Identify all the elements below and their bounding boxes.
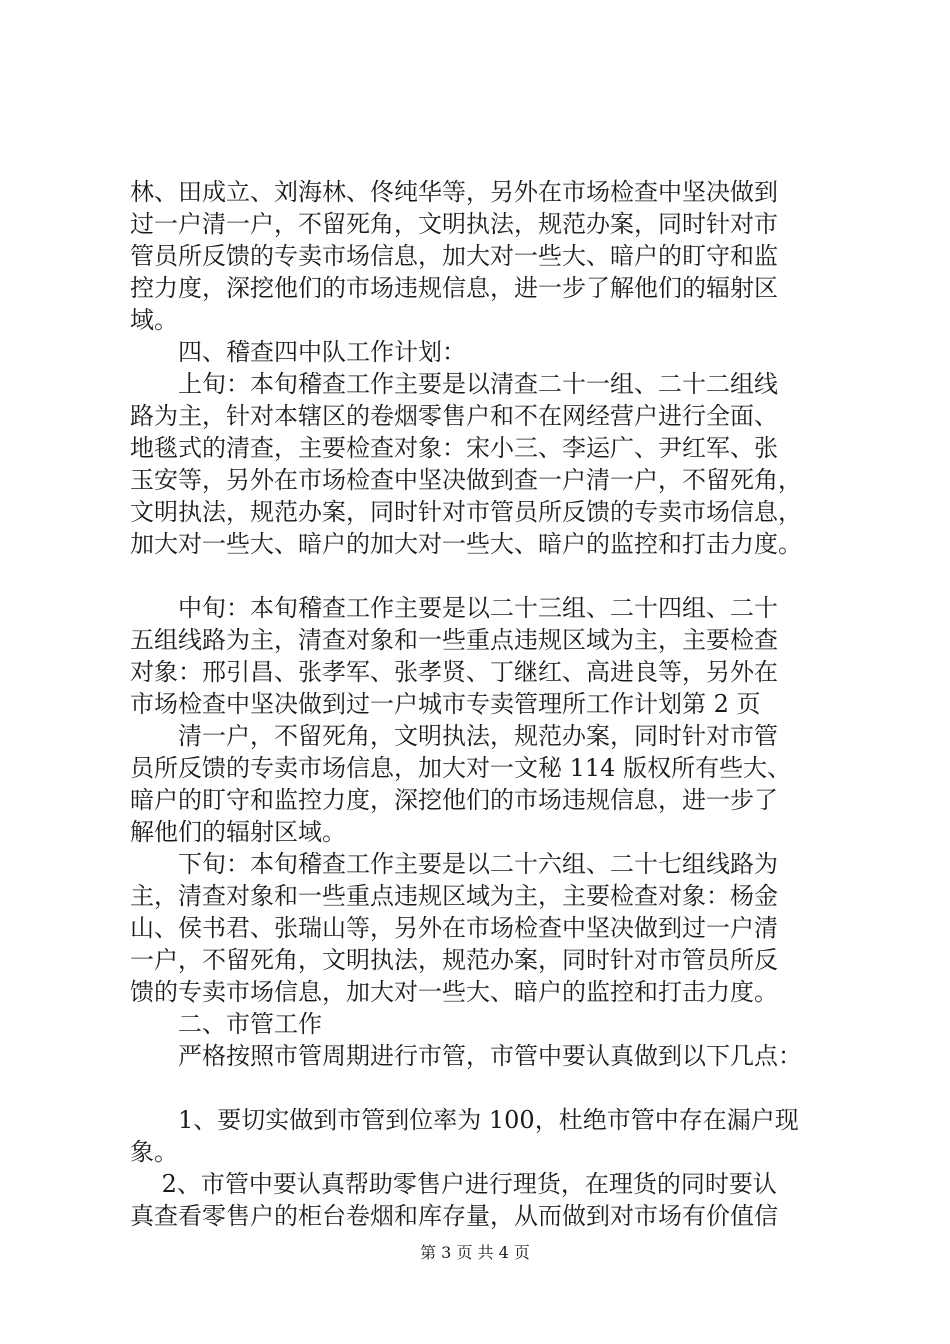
- text-line: 象。: [130, 1138, 178, 1166]
- text-line: 路为主，针对本辖区的卷烟零售户和不在网经营户进行全面、: [130, 402, 778, 430]
- page-footer: 第 3 页 共 4 页: [420, 1243, 530, 1262]
- text-line: 五组线路为主，清查对象和一些重点违规区域为主，主要检查: [130, 626, 778, 654]
- text-line: 文明执法，规范办案，同时针对市管员所反馈的专卖市场信息，: [130, 498, 802, 526]
- text-line: 1、要切实做到市管到位率为 100，杜绝市管中存在漏户现: [130, 1106, 799, 1134]
- text-line: 加大对一些大、暗户的加大对一些大、暗户的监控和打击力度。: [130, 530, 802, 558]
- text-line: 一户，不留死角，文明执法，规范办案，同时针对市管员所反: [130, 946, 778, 974]
- text-line: 严格按照市管周期进行市管，市管中要认真做到以下几点：: [130, 1042, 802, 1070]
- text-line: 山、侯书君、张瑞山等，另外在市场检查中坚决做到过一户清: [130, 914, 778, 942]
- text-line: 中旬：本旬稽查工作主要是以二十三组、二十四组、二十: [130, 594, 778, 622]
- text-line: 上旬：本旬稽查工作主要是以清查二十一组、二十二组线: [130, 370, 778, 398]
- text-line: 馈的专卖市场信息，加大对一些大、暗户的监控和打击力度。: [130, 978, 778, 1006]
- text-line: 对象：邢引昌、张孝军、张孝贤、丁继红、高进良等，另外在: [130, 658, 778, 686]
- text-line: 暗户的盯守和监控力度，深挖他们的市场违规信息，进一步了: [130, 786, 778, 814]
- text-line: 解他们的辐射区域。: [130, 818, 346, 846]
- section-heading: 四、稽查四中队工作计划：: [130, 338, 466, 366]
- text-line: 主，清查对象和一些重点违规区域为主，主要检查对象：杨金: [130, 882, 778, 910]
- text-line: 清一户，不留死角，文明执法，规范办案，同时针对市管: [130, 722, 778, 750]
- text-line: 玉安等，另外在市场检查中坚决做到查一户清一户，不留死角，: [130, 466, 802, 494]
- text-line: 林、田成立、刘海林、佟纯华等，另外在市场检查中坚决做到: [130, 178, 778, 206]
- text-line: 市场检查中坚决做到过一户城市专卖管理所工作计划第 2 页: [130, 690, 761, 718]
- text-line: 下旬：本旬稽查工作主要是以二十六组、二十七组线路为: [130, 850, 778, 878]
- text-line: 域。: [130, 306, 178, 334]
- text-line: 控力度，深挖他们的市场违规信息，进一步了解他们的辐射区: [130, 274, 778, 302]
- text-line: 真查看零售户的柜台卷烟和库存量，从而做到对市场有价值信: [130, 1202, 778, 1230]
- text-line: 地毯式的清查，主要检查对象：宋小三、李运广、尹红军、张: [130, 434, 778, 462]
- text-line: 管员所反馈的专卖市场信息，加大对一些大、暗户的盯守和监: [130, 242, 778, 270]
- section-heading: 二、市管工作: [130, 1010, 322, 1038]
- text-line: 过一户清一户，不留死角，文明执法，规范办案，同时针对市: [130, 210, 778, 238]
- text-line: 2、市管中要认真帮助零售户进行理货，在理货的同时要认: [130, 1170, 777, 1198]
- text-line: 员所反馈的专卖市场信息，加大对一文秘 114 版权所有些大、: [130, 754, 792, 782]
